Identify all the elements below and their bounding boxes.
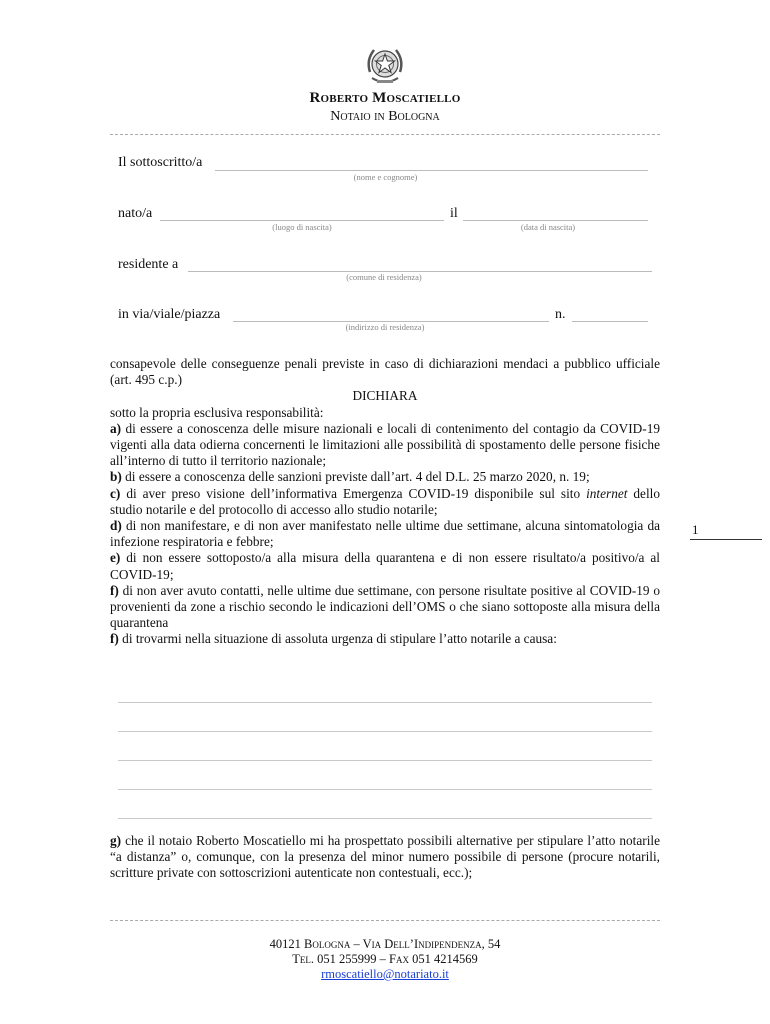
clause-c-italic: internet	[586, 485, 628, 501]
footer-address: 40121 Bologna – Via Dell’Indipendenza, 54	[269, 937, 501, 951]
clause-g-block	[110, 833, 660, 882]
reason-line-3[interactable]	[118, 760, 652, 761]
clause-f2-text: di trovarmi nella situazione di assoluta urgenza di stipulare l’atto notarile a causa:	[118, 631, 557, 647]
reason-line-5[interactable]	[118, 818, 652, 819]
clause-e-key: e)	[110, 550, 121, 566]
clause-c-key: c)	[110, 485, 121, 501]
clause-f2-key: f)	[110, 631, 119, 647]
clause-c-text1: di aver preso visione dell’informativa Emergenza COVID-19 disponibile sul sito	[120, 485, 587, 501]
page-number: 1	[692, 522, 699, 537]
clause-e-text: di non essere sottoposto/a alla misura della quarantena e di non essere risultato/a positivo/a al COVID-19;	[110, 550, 660, 582]
nato-label: nato/a	[118, 206, 153, 221]
sottoscritto-label: Il sottoscritto/a	[118, 155, 203, 170]
address-hint: (indirizzo di residenza)	[345, 322, 425, 332]
footer-email-wrap	[0, 966, 770, 982]
intro-paragraph: consapevole delle conseguenze penali previste in caso di dichiarazioni mendaci a pubblico ufficiale (art. 495 c.p.)	[110, 356, 660, 388]
clause-b	[110, 469, 660, 485]
clause-f2	[110, 631, 660, 647]
residente-label: residente a	[118, 257, 179, 272]
footer-email-link[interactable]: rmoscatiello@notariato.it	[321, 967, 449, 981]
clause-f1-text: di non aver avuto contatti, nelle ultime due settimane, con persone risultate positive al COVID-19 o provenienti da zone a rischio secondo le indicazioni dell’OMS o che siano sottoposte alla misura della quarantena	[110, 582, 660, 631]
clause-d-key: d)	[110, 518, 122, 534]
street-number-field[interactable]	[572, 321, 648, 322]
clause-d	[110, 518, 660, 550]
reason-line-2[interactable]	[118, 731, 652, 732]
clause-g-key: g)	[110, 833, 122, 848]
clause-a-text: di essere a conoscenza delle misure nazionali e locali di contenimento del contagio da COVID-19 vigenti alla data odierna concernenti le limitazioni alle possibilità di spostamento delle persone fisiche all’interno di tutto il territorio nazionale;	[110, 420, 660, 469]
birthdate-hint: (data di nascita)	[520, 222, 576, 232]
clause-f1	[110, 583, 660, 632]
clause-g	[110, 833, 660, 882]
via-label: in via/viale/piazza	[118, 307, 221, 322]
reason-line-4[interactable]	[118, 789, 652, 790]
birthdate-field[interactable]	[463, 220, 648, 221]
clause-e	[110, 550, 660, 582]
header-divider	[110, 134, 660, 135]
dichiara-heading: DICHIARA	[352, 388, 418, 404]
sottoscritto-hint: (nome e cognome)	[353, 172, 418, 182]
clause-d-text: di non manifestare, e di non aver manifestato nelle ultime due settimane, alcuna sintomatologia da infezione respiratoria e febbre;	[110, 518, 660, 550]
italian-republic-emblem-icon	[362, 42, 408, 88]
clause-a	[110, 421, 660, 470]
footer-divider	[110, 920, 660, 921]
sottoscritto-field[interactable]	[215, 170, 648, 171]
residence-hint: (comune di residenza)	[346, 272, 422, 282]
il-label: il	[450, 206, 458, 221]
page-number-rule	[690, 539, 762, 540]
clause-g-text: che il notaio Roberto Moscatiello mi ha prospettato possibili alternative per stipulare l’atto notarile “a distanza” o, comunque, con la presenza del minor numero possibile di persone (procure notarili, scritture private con sottoscrizioni autenticate non contestuali, ecc.);	[110, 833, 660, 881]
responsibility-line: sotto la propria esclusiva responsabilità:	[110, 404, 324, 420]
birthplace-field[interactable]	[160, 220, 444, 221]
number-label: n.	[555, 307, 566, 322]
clause-c	[110, 486, 660, 518]
notary-name: Roberto Moscatiello	[309, 90, 461, 106]
clause-c-text2: dello studio notarile e del protocollo di accesso allo studio notarile;	[110, 485, 660, 517]
clause-f1-key: f)	[110, 582, 119, 598]
footer-phone: Tel. 051 255999 – Fax 051 4214569	[292, 952, 478, 966]
clause-b-key: b)	[110, 469, 122, 485]
birthplace-hint: (luogo di nascita)	[272, 222, 332, 232]
notary-role: Notaio in Bologna	[330, 109, 440, 124]
clause-b-text: di essere a conoscenza delle sanzioni previste dall’art. 4 del D.L. 25 marzo 2020, n. 19;	[121, 469, 590, 485]
declaration-body	[110, 356, 660, 648]
clause-a-key: a)	[110, 420, 122, 436]
reason-line-1[interactable]	[118, 702, 652, 703]
